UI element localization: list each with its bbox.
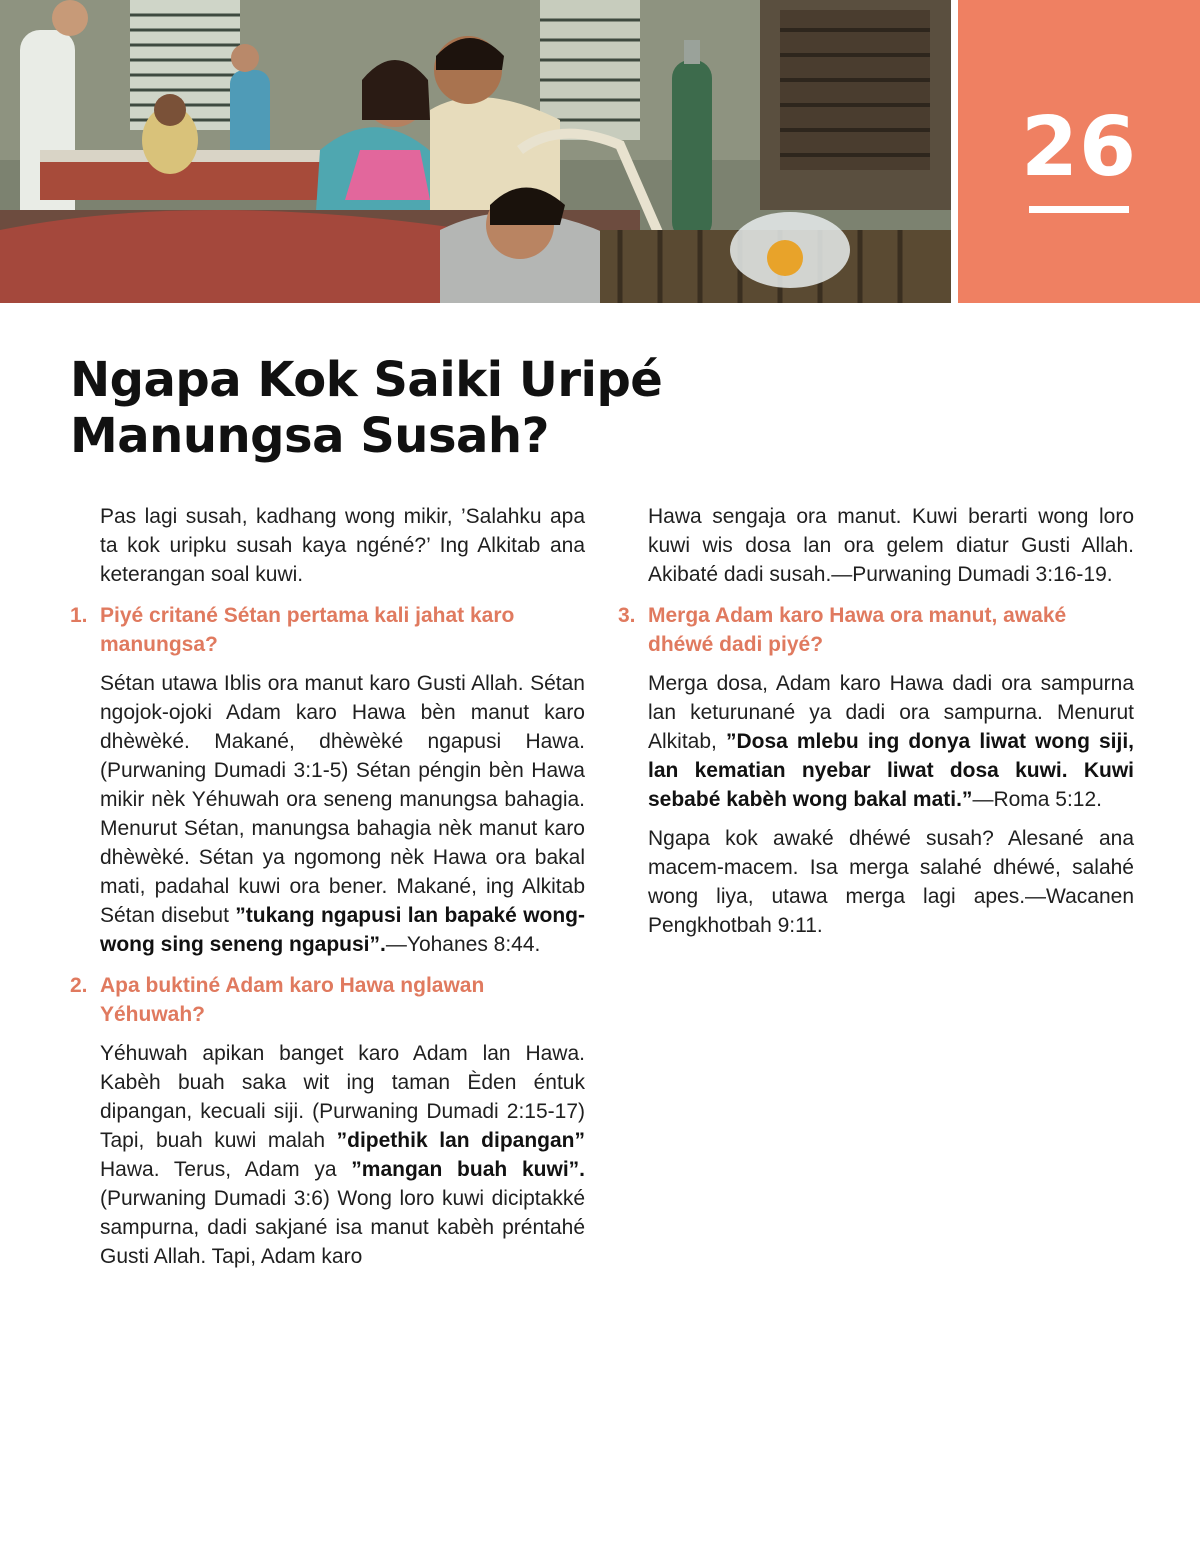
- answer-3-paragraph: [648, 669, 1134, 814]
- question-text: Apa buktiné Adam karo Hawa nglawan Yéhuwah?: [100, 974, 485, 1026]
- right-column: [618, 502, 1134, 950]
- question-number: 1.: [70, 604, 88, 627]
- answer-2-paragraph: [100, 1039, 585, 1271]
- lesson-number-underline: [1029, 206, 1129, 213]
- scripture-reference: —Roma 5:12.: [972, 788, 1102, 811]
- page-title: [70, 352, 770, 464]
- answer-1-paragraph: [100, 669, 585, 959]
- bold-quote: ”mangan buah kuwi”.: [351, 1158, 585, 1181]
- question-number: 3.: [618, 604, 636, 627]
- title-line-1: Ngapa Kok Saiki Uripé: [70, 352, 663, 408]
- answer-2-continued: Hawa sengaja ora manut. Kuwi berarti wong loro kuwi wis dosa lan ora gelem diatur Gusti Allah. Akibaté dadi susah.—Purwaning Dumadi 3:16-19.: [648, 505, 1134, 586]
- left-column: [70, 502, 585, 1281]
- question-2: [70, 971, 585, 1029]
- answer-text: Merga dosa, Adam karo Hawa dadi ora sampurna lan keturunané ya dadi ora sampurna. Menurut Alkitab,: [648, 672, 1134, 753]
- header-photo: [0, 0, 951, 303]
- question-text: Merga Adam karo Hawa ora manut, awaké dhéwé dadi piyé?: [648, 604, 1067, 656]
- question-1: [70, 601, 585, 659]
- bold-quote: ”dipethik lan dipangan”: [336, 1129, 585, 1152]
- lesson-number-box: [958, 0, 1200, 303]
- answer-3-paragraph-2: Ngapa kok awaké dhéwé susah? Alesané ana macem-macem. Isa merga salahé dhéwé, salahé wong liya, utawa merga lagi apes.—Wacanen Pengkhotbah 9:11.: [648, 827, 1134, 937]
- bold-quote: ”Dosa mlebu ing donya liwat wong siji, lan kematian nyebar liwat dosa kuwi. Kuwi sebabé kabèh wong bakal mati.”: [648, 730, 1134, 811]
- lesson-number: 26: [1020, 100, 1138, 195]
- bold-quote: ”tukang ngapusi lan bapaké wong-wong sing seneng ngapusi”.: [100, 904, 586, 956]
- scripture-reference: —Yohanes 8:44.: [385, 933, 541, 956]
- intro-paragraph: Pas lagi susah, kadhang wong mikir, ’Salahku apa ta kok uripku susah kaya ngéné?’ Ing Alkitab ana keterangan soal kuwi.: [100, 505, 585, 586]
- answer-text: (Purwaning Dumadi 3:6) Wong loro kuwi diciptakké sampurna, dadi sakjané isa manut kabèh préntahé Gusti Allah. Tapi, Adam karo: [100, 1187, 585, 1268]
- title-line-2: Manungsa Susah?: [70, 408, 549, 464]
- hospital-scene-illustration: [0, 0, 951, 303]
- answer-text: Yéhuwah apikan banget karo Adam lan Hawa. Kabèh buah saka wit ing taman Èden éntuk dipangan, kecuali siji. (Purwaning Dumadi 2:15-17) Tapi, buah kuwi malah: [100, 1042, 585, 1152]
- answer-text: Sétan utawa Iblis ora manut karo Gusti Allah. Sétan ngojok-ojoki Adam karo Hawa bèn manut karo dhèwèké. Makané, dhèwèké ngapusi Hawa. (Purwaning Dumadi 3:1-5) Sétan péngin bèn Hawa mikir nèk Yéhuwah ora seneng manungsa bahagia. Menurut Sétan, manungsa bahagia nèk manut karo dhèwèké. Sétan ya ngomong nèk Hawa ora bakal mati, padahal kuwi ora bener. Makané, ing Alkitab Sétan disebut: [100, 672, 585, 927]
- question-number: 2.: [70, 974, 88, 997]
- question-3: [618, 601, 1134, 659]
- question-text: Piyé critané Sétan pertama kali jahat karo manungsa?: [100, 604, 515, 656]
- answer-text: Hawa. Terus, Adam ya: [100, 1158, 352, 1181]
